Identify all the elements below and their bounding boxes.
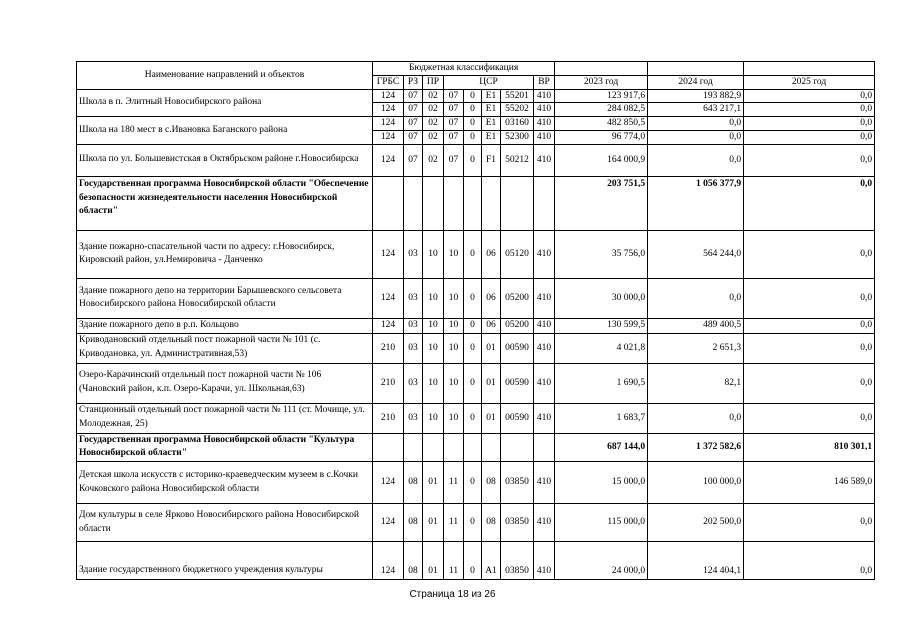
cell-csr-2: 0	[464, 403, 482, 433]
cell-csr-1: 07	[444, 144, 464, 176]
cell-csr-4: 00590	[501, 403, 534, 433]
cell-sum-2024: 489 400,5	[648, 318, 744, 333]
cell-csr-2: 0	[464, 542, 482, 580]
cell-rz: 03	[404, 278, 423, 318]
cell-sum-2024: 124 404,1	[648, 542, 744, 580]
cell-csr-4: 03850	[501, 504, 534, 542]
cell-csr-3: 08	[482, 504, 501, 542]
cell-sum-2023: 123 917,6	[555, 89, 648, 103]
page-number: Страница 18 из 26	[409, 589, 496, 600]
cell-sum-2024: 100 000,0	[648, 462, 744, 504]
cell-rz	[404, 433, 423, 462]
cell-pr: 02	[423, 103, 444, 117]
cell-grbs	[373, 176, 404, 230]
cell-rz: 07	[404, 144, 423, 176]
cell-sum-2024: 1 056 377,9	[648, 176, 744, 230]
cell-vr: 410	[534, 89, 555, 103]
cell-csr-3: F1	[482, 144, 501, 176]
table-row	[77, 230, 875, 278]
cell-csr-3: E1	[482, 131, 501, 145]
cell-sum-2025: 0,0	[744, 278, 875, 318]
cell-pr: 02	[423, 144, 444, 176]
cell-csr-2: 0	[464, 131, 482, 145]
cell-pr: 10	[423, 230, 444, 278]
cell-vr: 410	[534, 103, 555, 117]
cell-csr-4: 55202	[501, 103, 534, 117]
cell-pr: 10	[423, 318, 444, 333]
cell-grbs: 124	[373, 131, 404, 145]
cell-csr-3: 06	[482, 278, 501, 318]
cell-sum-2025: 0,0	[744, 103, 875, 117]
cell-csr-1: 07	[444, 131, 464, 145]
cell-csr-1: 10	[444, 230, 464, 278]
cell-csr-4: 00590	[501, 333, 534, 363]
cell-sum-2023: 203 751,5	[555, 176, 648, 230]
cell-sum-2024: 202 500,0	[648, 504, 744, 542]
cell-sum-2023: 115 000,0	[555, 504, 648, 542]
cell-name: Озеро-Карачинский отдельный пост пожарной части № 106 (Чановский район, к.п. Озеро-Карачи, ул. Школьная,63)	[77, 363, 373, 403]
cell-csr-1: 07	[444, 117, 464, 131]
cell-pr	[423, 433, 444, 462]
cell-sum-2024: 82,1	[648, 363, 744, 403]
cell-vr: 410	[534, 230, 555, 278]
header-empty-2023	[555, 62, 648, 76]
cell-name: Криводановский отдельный пост пожарной части № 101 (с. Криводановка, ул. Административная,53)	[77, 333, 373, 363]
cell-csr-1: 07	[444, 89, 464, 103]
cell-sum-2023: 284 082,5	[555, 103, 648, 117]
cell-csr-1	[444, 433, 464, 462]
table-row	[77, 363, 875, 403]
cell-grbs: 124	[373, 144, 404, 176]
cell-csr-3: A1	[482, 542, 501, 580]
header-grbs: ГРБС	[373, 75, 404, 89]
cell-name: Школа на 180 мест в с.Ивановка Баганского района	[77, 117, 373, 145]
cell-sum-2023: 130 599,5	[555, 318, 648, 333]
cell-csr-3: 01	[482, 363, 501, 403]
cell-sum-2025: 0,0	[744, 363, 875, 403]
cell-name: Детская школа искусств с историко-краеведческим музеем в с.Кочки Кочковского района Новосибирской области	[77, 462, 373, 504]
cell-sum-2025: 0,0	[744, 89, 875, 103]
header-empty-2025	[744, 62, 875, 76]
cell-rz: 08	[404, 542, 423, 580]
cell-name: Дом культуры в селе Ярково Новосибирского района Новосибирской области	[77, 504, 373, 542]
cell-csr-4: 00590	[501, 363, 534, 403]
cell-rz: 07	[404, 117, 423, 131]
cell-name: Здание государственного бюджетного учреждения культуры	[77, 542, 373, 580]
cell-sum-2025: 146 589,0	[744, 462, 875, 504]
cell-sum-2025: 810 301,1	[744, 433, 875, 462]
cell-pr: 01	[423, 504, 444, 542]
cell-pr: 10	[423, 363, 444, 403]
cell-csr-2	[464, 433, 482, 462]
cell-grbs: 124	[373, 504, 404, 542]
cell-sum-2023: 96 774,0	[555, 131, 648, 145]
cell-vr	[534, 433, 555, 462]
cell-sum-2024: 1 372 582,6	[648, 433, 744, 462]
cell-csr-3: 06	[482, 318, 501, 333]
header-csr: ЦСР	[444, 75, 534, 89]
cell-sum-2023: 1 683,7	[555, 403, 648, 433]
cell-name: Школа по ул. Большевистская в Октябрьском районе г.Новосибирска	[77, 144, 373, 176]
cell-sum-2023: 1 690,5	[555, 363, 648, 403]
table-row	[77, 278, 875, 318]
cell-sum-2025: 0,0	[744, 318, 875, 333]
header-vr: ВР	[534, 75, 555, 89]
cell-pr: 02	[423, 89, 444, 103]
cell-sum-2023: 687 144,0	[555, 433, 648, 462]
cell-vr: 410	[534, 542, 555, 580]
cell-sum-2023: 164 000,9	[555, 144, 648, 176]
cell-csr-4: 05200	[501, 278, 534, 318]
cell-csr-4: 52300	[501, 131, 534, 145]
cell-sum-2025: 0,0	[744, 504, 875, 542]
cell-grbs: 124	[373, 103, 404, 117]
cell-sum-2025: 0,0	[744, 176, 875, 230]
header-empty-2024	[648, 62, 744, 76]
cell-csr-1: 11	[444, 542, 464, 580]
cell-name: Здание пожарно-спасательной части по адресу: г.Новосибирск, Кировский район, ул.Немировича - Данченко	[77, 230, 373, 278]
cell-sum-2023: 4 021,8	[555, 333, 648, 363]
cell-rz: 07	[404, 89, 423, 103]
cell-vr: 410	[534, 278, 555, 318]
cell-vr: 410	[534, 462, 555, 504]
cell-csr-4	[501, 433, 534, 462]
cell-sum-2024: 0,0	[648, 278, 744, 318]
cell-rz: 03	[404, 333, 423, 363]
cell-csr-4	[501, 176, 534, 230]
cell-sum-2025: 0,0	[744, 542, 875, 580]
cell-csr-4: 03160	[501, 117, 534, 131]
table-row	[77, 144, 875, 176]
cell-pr: 02	[423, 131, 444, 145]
cell-csr-1: 10	[444, 278, 464, 318]
cell-csr-1: 10	[444, 318, 464, 333]
cell-csr-4: 03850	[501, 542, 534, 580]
table-body	[77, 89, 875, 580]
cell-sum-2024: 564 244,0	[648, 230, 744, 278]
cell-pr: 01	[423, 462, 444, 504]
cell-sum-2025: 0,0	[744, 117, 875, 131]
cell-sum-2024: 2 651,3	[648, 333, 744, 363]
table-row	[77, 542, 875, 580]
header-name: Наименование направлений и объектов	[77, 62, 373, 90]
cell-csr-2: 0	[464, 278, 482, 318]
cell-name: Школа в п. Элитный Новосибирского района	[77, 89, 373, 117]
budget-table	[76, 61, 875, 580]
cell-csr-2: 0	[464, 89, 482, 103]
cell-sum-2024: 0,0	[648, 144, 744, 176]
cell-rz: 08	[404, 504, 423, 542]
cell-pr	[423, 176, 444, 230]
cell-sum-2025: 0,0	[744, 333, 875, 363]
cell-sum-2024: 193 882,9	[648, 89, 744, 103]
cell-pr: 10	[423, 278, 444, 318]
cell-csr-2: 0	[464, 103, 482, 117]
table-row	[77, 462, 875, 504]
cell-csr-2: 0	[464, 462, 482, 504]
cell-sum-2025: 0,0	[744, 230, 875, 278]
program-row	[77, 433, 875, 462]
cell-rz	[404, 176, 423, 230]
cell-grbs: 210	[373, 403, 404, 433]
cell-vr: 410	[534, 318, 555, 333]
cell-csr-3: 01	[482, 403, 501, 433]
header-budget-classification: Бюджетная классификация	[373, 62, 555, 76]
cell-csr-1: 10	[444, 363, 464, 403]
cell-rz: 07	[404, 131, 423, 145]
header-2023: 2023 год	[555, 75, 648, 89]
cell-csr-3: E1	[482, 103, 501, 117]
cell-csr-1: 10	[444, 403, 464, 433]
cell-vr: 410	[534, 117, 555, 131]
cell-rz: 03	[404, 403, 423, 433]
cell-csr-4: 50212	[501, 144, 534, 176]
cell-vr	[534, 176, 555, 230]
cell-vr: 410	[534, 131, 555, 145]
cell-sum-2025: 0,0	[744, 403, 875, 433]
header-row-1	[77, 62, 875, 76]
cell-name: Станционный отдельный пост пожарной части № 111 (ст. Мочище, ул. Молодежная, 25)	[77, 403, 373, 433]
cell-grbs: 124	[373, 230, 404, 278]
cell-csr-4: 05200	[501, 318, 534, 333]
header-rz: РЗ	[404, 75, 423, 89]
cell-grbs: 124	[373, 117, 404, 131]
cell-csr-2: 0	[464, 117, 482, 131]
cell-csr-3: 08	[482, 462, 501, 504]
cell-rz: 08	[404, 462, 423, 504]
cell-rz: 07	[404, 103, 423, 117]
cell-name: Здание пожарного депо в р.п. Кольцово	[77, 318, 373, 333]
cell-sum-2023: 35 756,0	[555, 230, 648, 278]
cell-sum-2025: 0,0	[744, 131, 875, 145]
cell-vr: 410	[534, 144, 555, 176]
cell-pr: 10	[423, 333, 444, 363]
cell-sum-2024: 643 217,1	[648, 103, 744, 117]
table-row	[77, 318, 875, 333]
cell-csr-1: 10	[444, 333, 464, 363]
cell-csr-3: E1	[482, 89, 501, 103]
cell-csr-2: 0	[464, 504, 482, 542]
cell-vr: 410	[534, 403, 555, 433]
header-2024: 2024 год	[648, 75, 744, 89]
cell-sum-2023: 482 850,5	[555, 117, 648, 131]
cell-pr: 10	[423, 403, 444, 433]
cell-grbs: 210	[373, 333, 404, 363]
cell-csr-2: 0	[464, 333, 482, 363]
cell-sum-2023: 15 000,0	[555, 462, 648, 504]
cell-sum-2024: 0,0	[648, 403, 744, 433]
cell-vr: 410	[534, 363, 555, 403]
cell-sum-2024: 0,0	[648, 117, 744, 131]
cell-grbs: 124	[373, 318, 404, 333]
header-2025: 2025 год	[744, 75, 875, 89]
table-row	[77, 504, 875, 542]
cell-csr-2	[464, 176, 482, 230]
cell-csr-1: 11	[444, 504, 464, 542]
cell-sum-2023: 24 000,0	[555, 542, 648, 580]
cell-name: Государственная программа Новосибирской области "Обеспечение безопасности жизнедеятельности населения Новосибирской области"	[77, 176, 373, 230]
table-row	[77, 403, 875, 433]
cell-pr: 01	[423, 542, 444, 580]
cell-csr-1: 07	[444, 103, 464, 117]
cell-csr-2: 0	[464, 144, 482, 176]
cell-csr-4: 03850	[501, 462, 534, 504]
cell-grbs	[373, 433, 404, 462]
cell-sum-2025: 0,0	[744, 144, 875, 176]
header-pr: ПР	[423, 75, 444, 89]
cell-rz: 03	[404, 230, 423, 278]
cell-rz: 03	[404, 363, 423, 403]
cell-rz: 03	[404, 318, 423, 333]
cell-sum-2024: 0,0	[648, 131, 744, 145]
cell-grbs: 124	[373, 278, 404, 318]
table-row	[77, 89, 875, 103]
cell-pr: 02	[423, 117, 444, 131]
cell-csr-4: 55201	[501, 89, 534, 103]
cell-csr-4: 05120	[501, 230, 534, 278]
cell-csr-3: 06	[482, 230, 501, 278]
cell-csr-3	[482, 176, 501, 230]
cell-csr-3: E1	[482, 117, 501, 131]
cell-csr-3: 01	[482, 333, 501, 363]
cell-csr-3	[482, 433, 501, 462]
table-row	[77, 117, 875, 131]
cell-grbs: 124	[373, 542, 404, 580]
cell-name: Государственная программа Новосибирской области "Культура Новосибирской области"	[77, 433, 373, 462]
program-row	[77, 176, 875, 230]
cell-grbs: 210	[373, 363, 404, 403]
cell-vr: 410	[534, 504, 555, 542]
cell-csr-2: 0	[464, 363, 482, 403]
cell-name: Здание пожарного депо на территории Барышевского сельсовета Новосибирского района Новосибирской области	[77, 278, 373, 318]
table-row	[77, 333, 875, 363]
cell-csr-2: 0	[464, 318, 482, 333]
cell-vr: 410	[534, 333, 555, 363]
cell-grbs: 124	[373, 462, 404, 504]
cell-grbs: 124	[373, 89, 404, 103]
cell-csr-1: 11	[444, 462, 464, 504]
cell-csr-1	[444, 176, 464, 230]
cell-sum-2023: 30 000,0	[555, 278, 648, 318]
cell-csr-2: 0	[464, 230, 482, 278]
